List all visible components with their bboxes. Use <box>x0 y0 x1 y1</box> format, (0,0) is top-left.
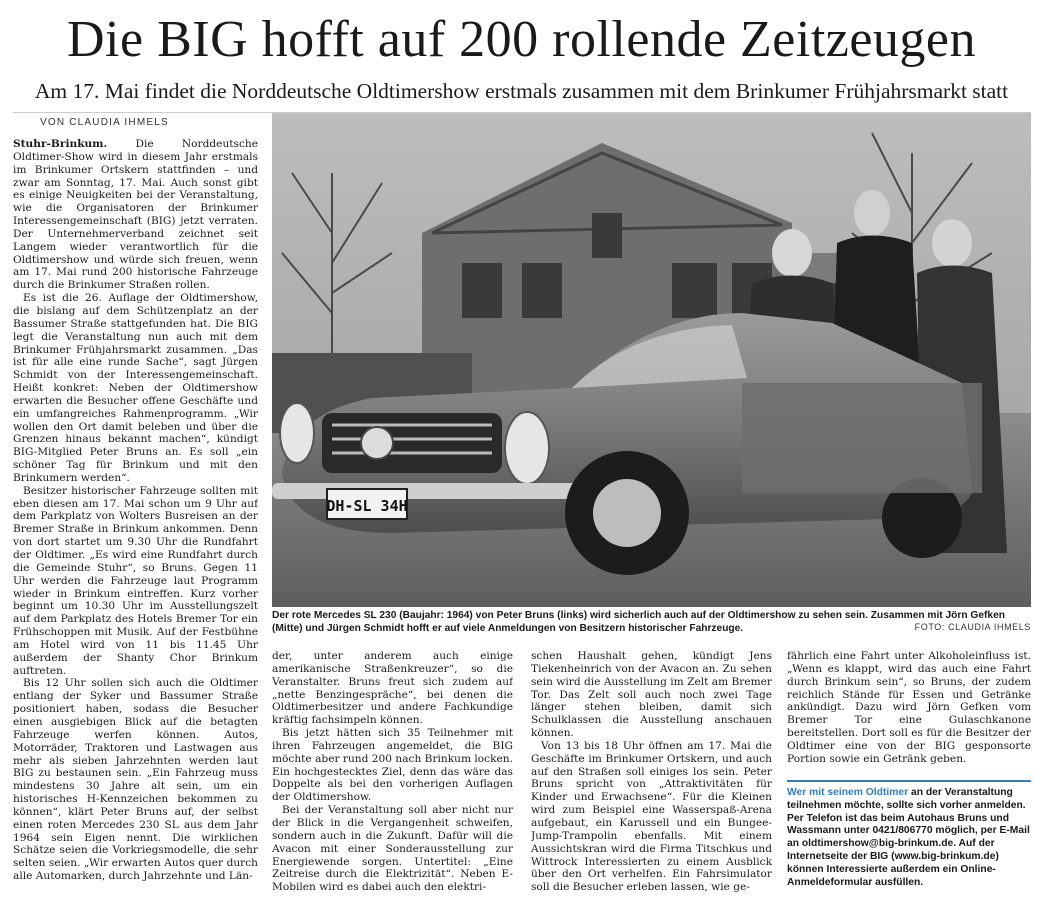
info-box-highlight: Wer mit seinem Oldtimer <box>787 787 909 798</box>
paragraph <box>13 138 258 292</box>
article-column-1 <box>13 138 258 903</box>
photo-caption: Der rote Mercedes SL 230 (Baujahr: 1964) von Peter Bruns (links) wird sicherlich auch auf der Oldtimershow zu sehen sein. Zusammen mit Jörn Gefken (Mitte) und Jürgen Schmidt hofft er auf viele Anmeldungen von Besitzern historischer Fahrzeuge. <box>272 610 1005 634</box>
headline: Die BIG hofft auf 200 rollende Zeitzeugen <box>66 11 977 68</box>
byline: VON CLAUDIA IHMELS <box>40 117 169 128</box>
info-box-text: an der Veranstaltung teilnehmen möchte, sollte sich vorher anmelden. Per Telefon ist das beim Autohaus Bruns und Wassmann unter 0421/806770 möglich, per E-Mail an oldtimershow@big-brinkum.de. Auf der Internetseite der BIG (www.big-brinkum.de) können Interessierte außerdem ein Online-Anmeldeformular ausfüllen. <box>787 787 1030 888</box>
license-plate: DH-SL 34H <box>326 497 408 515</box>
paragraph: Von 13 bis 18 Uhr öffnen am 17. Mai die Geschäfte im Brinkumer Ortskern, und auch auf den Straßen soll einiges los sein. Peter Bruns spricht von „Attraktivitäten für Kinder und Erwachsene“. Für die Kleinen wird zum Beispiel eine Wasserspaß-Arena aufgebaut, ein Karussell und ein Bungee-Jump-Trampolin ebenfalls. Mit einem Aussichtskran wird die Firma Titschkus und Wittrock Interessierten zu einem Ausblick über den Ort verhelfen. Ein Fahrsimulator soll die Besucher erleben lassen, wie ge- <box>531 739 772 894</box>
paragraph: Besitzer historischer Fahrzeuge sollten mit eben diesen am 17. Mai schon um 9 Uhr auf dem Parkplatz von Wolters Busreisen an der Bremer Straße in Brinkum ankommen. Denn von dort startet um 9.30 Uhr die Rundfahrt der Oldtimer. „Es wird eine Rundfahrt durch die Gemeinde Stuhr“, so Bruns. Gegen 11 Uhr werden die Fahrzeuge laut Programm wieder in Brinkum eintreffen. Kurz vorher beginnt um 10.30 Uhr im Ausstellungszelt auf dem Parkplatz des Hotels Bremer Tor ein Frühschoppen mit Musik. Auf der Festbühne am Hotel wird von 11 bis 11.45 Uhr außerdem der Shanty Chor Brinkum auftreten. <box>13 484 258 677</box>
info-box <box>787 780 1031 889</box>
paragraph: Bis jetzt hätten sich 35 Teilnehmer mit ihren Fahrzeugen angemeldet, die BIG möchte aber rund 200 nach Brinkum locken. Ein hochgestecktes Ziel, denn das wäre das Doppelte als bei den vorherigen Auflagen der Oldtimershow. <box>272 727 513 804</box>
paragraph: der, unter anderem auch einige amerikanische Straßenkreuzer“, so die Veranstalter. Bruns freut sich zudem auf „nette Benzingespräche“, bei denen die Oldtimerbesitzer und andere Fachkundige kräftig fachsimpeln können. <box>272 650 513 727</box>
photo-credit: FOTO: CLAUDIA IHMELS <box>914 622 1031 632</box>
paragraph: Bei der Veranstaltung soll aber nicht nur der Blick in die Vergangenheit schweifen, sondern auch in die Zukunft. Dafür will die Avacon mit einer Sonderausstellung zur Energiewende sorgen. Untertitel: „Eine Zeitreise durch die Elektrizität“. Neben E-Mobilen wird es dabei auch den elektri- <box>272 804 513 894</box>
paragraph: fährlich eine Fahrt unter Alkoholeinfluss ist. „Wenn es klappt, wird das auch eine Fahrt durch Brinkum sein“, so Bruns, der zudem reichlich Stände für Essen und Getränke ankündigt. Dazu wird Jörn Gefken vom Bremer Tor eine Gulaschkanone bereitstellen. Dort soll es für die Besitzer der Oldtimer eine von der BIG gesponsorte Portion sowie ein Getränk geben. <box>787 650 1031 765</box>
dateline: Stuhr-Brinkum. <box>13 138 108 150</box>
article-photo <box>272 113 1031 607</box>
paragraph-text: Die Norddeutsche Oldtimer-Show wird in diesem Jahr erstmals im Brinkumer Ortskern stattfinden – und zwar am Sonntag, 17. Mai. Auch sonst gibt es einige Neuigkeiten bei der Veranstaltung, wie die Organisatoren der Brinkumer Interessengemeinschaft (BIG) jetzt verraten. Der Unternehmerverband zeichnet seit Langem wieder verantwortlich für die Oldtimershow und würde sich freuen, wenn am 17. Mai rund 200 historische Fahrzeuge durch die Brinkumer Straßen rollen. <box>13 138 258 292</box>
paragraph: Es ist die 26. Auflage der Oldtimershow, die bislang auf dem Schützenplatz an der Bassumer Straße stattgefunden hat. Die BIG legt die Veranstaltung nun auch mit dem Brinkumer Frühjahrsmarkt zusammen. „Das ist für alle eine runde Sache“, sagt Jürgen Schmidt von der Interessengemeinschaft. Heißt konkret: Neben der Oldtimershow erwarten die Besucher offene Geschäfte und ein umfangreiches Rahmenprogramm. „Wir wollen den Ort damit beleben und über die Grenzen hinaus bekannt machen“, kündigt BIG-Mitglied Peter Bruns an. Es soll „ein schöner Tag für Brinkum und mit den Brinkumern werden“. <box>13 292 258 484</box>
paragraph: Bis 12 Uhr sollen sich auch die Oldtimer entlang der Syker und Bassumer Straße positioniert haben, sodass die Besucher einen ausgiebigen Blick auf die betagten Fahrzeuge werfen können. Autos, Motorräder, Traktoren und Lastwagen aus mehr als sieben Jahrzehnten werden laut BIG zu bestaunen sein. „Ein Fahrzeug muss mindestens 30 Jahre alt sein, um ein historisches H-Kennzeichen bekommen zu können“, klärt Peter Bruns auf, der selbst einen roten Mercedes 230 SL aus dem Jahr 1964 sein Eigen nennt. Die wirklichen Schätze seien die Vorkriegsmodelle, die sehr selten seien. „Wir erwarten Autos quer durch alle Automarken, durch Jahrzehnte und Län- <box>13 677 258 883</box>
subheadline: Am 17. Mai findet die Norddeutsche Oldtimershow erstmals zusammen mit dem Brinkumer Frühjahrsmarkt statt <box>34 79 1009 103</box>
article-column-2 <box>272 650 513 903</box>
article-column-4 <box>787 650 1031 775</box>
article-column-3 <box>531 650 772 903</box>
paragraph: schen Haushalt gehen, kündigt Jens Tiekenheinrich von der Avacon an. Zu sehen sein wird die Ausstellung im Zelt am Bremer Tor. Das Zelt soll auch noch zwei Tage länger stehen bleiben, damit sich Schulklassen die Ausstellung anschauen können. <box>531 650 772 740</box>
